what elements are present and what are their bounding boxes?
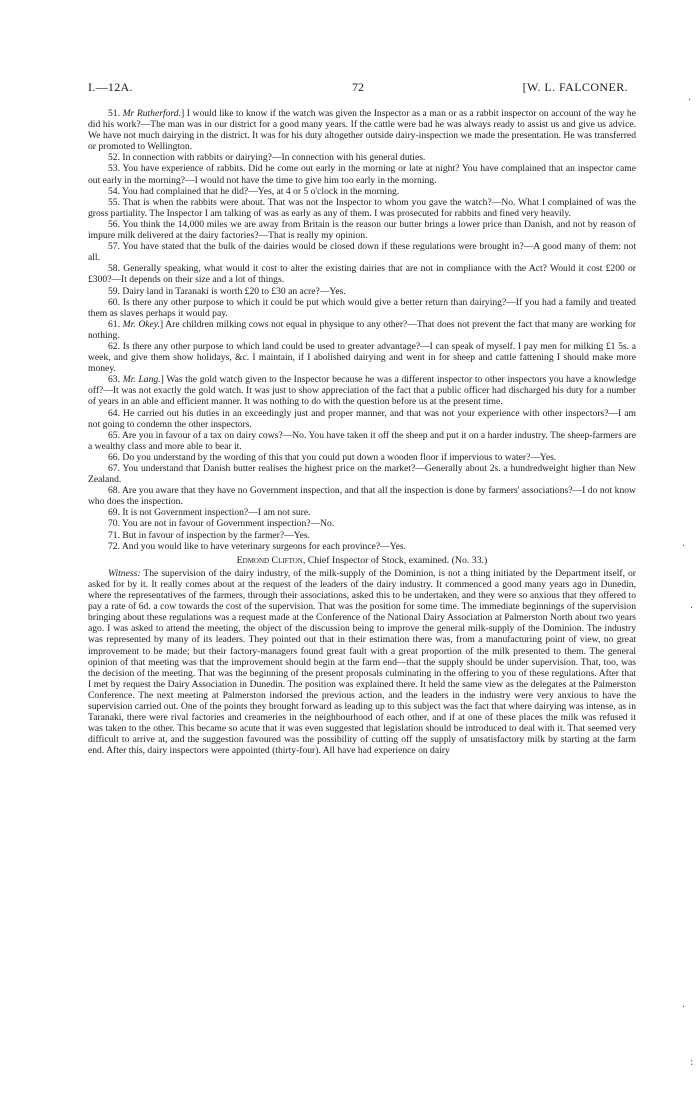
question-paragraph [88, 463, 636, 485]
witness-running-name: [W. L. FALCONER. [522, 80, 628, 94]
question-text: But in favour of inspection by the farmer?—Yes. [122, 529, 311, 541]
margin-mark: · [682, 541, 686, 552]
question-paragraph [88, 197, 636, 219]
question-text: Is there any other purpose to which land could be used to greater advantage?—I can speak of myself. I pay men for milking £1 5s. a week, and give them show holidays, &c. I maintain, if I abolished dairying and went in for sheep and cattle fattening I should make more money. [88, 340, 636, 375]
margin-mark: : [690, 1057, 694, 1068]
question-text: Dairy land in Taranaki is worth £20 to £30 an acre?—Yes. [122, 285, 346, 297]
question-number: 65. [108, 429, 120, 441]
question-number: 53. [108, 163, 120, 175]
question-number: 55. [108, 196, 120, 208]
question-text: You are not in favour of Government inspection?—No. [122, 518, 335, 530]
question-number: 59. [108, 285, 120, 297]
question-text: Do you understand by the wording of this that you could put down a wooden floor if impervious to water?—Yes. [122, 451, 557, 463]
question-number: 71. [108, 529, 120, 541]
witness-title: , Chief Inspector of Stock, examined. [302, 554, 450, 566]
question-paragraph [88, 152, 636, 163]
question-text: And you would like to have veterinary surgeons for each province?—Yes. [121, 540, 407, 552]
question-paragraph: 51. Mr Rutherford.] I would like to know if the watch was given the Inspector as a man or as a rabbit inspector on account of the way he did his work?—The man was in our district for a good many years. If the cattle were bad he was always ready to assist us and give us advice. We have not much dairying in the district. It was for his duty altogether outside dairy-inspection we made the presentation. He was transferred or promoted to Wellington. [88, 108, 636, 153]
question-text: You had complained that he did?—Yes, at 4 or 5 o'clock in the morning. [122, 185, 400, 197]
question-text: In connection with rabbits or dairying?—In connection with his general duties. [122, 152, 426, 164]
question-number: 51. [108, 108, 120, 119]
examination-number: (No. 33.) [451, 554, 488, 566]
question-paragraph [88, 219, 636, 241]
question-number: 67. [108, 463, 120, 474]
question-text: You think the 14,000 miles we are away from Britain is the reason our butter brings a lower price than Danish, and not by reason of impure milk delivered at the dairy factories?—That is really my opinion. [88, 218, 636, 242]
running-head [88, 80, 628, 96]
question-text: Is there any other purpose to which it could be put which would give a better return than dairying?—If you had a family and treated them as slaves perhaps it would pay. [88, 296, 636, 319]
questioner-name: Mr. Okey. [122, 318, 160, 330]
questioner-name: Mr. Lang. [122, 374, 161, 386]
question-number: 52. [108, 152, 120, 164]
question-paragraph [88, 452, 636, 463]
page-number: 72 [352, 80, 364, 94]
witness-label: Witness: [108, 567, 141, 579]
witness-text: The supervision of the dairy industry, of the milk-supply of the Dominion, is not a thing initiated by the Department itself, or asked for by it. It really comes about at the request of the leaders of the dairy industry. It commenced a good many years ago in Dunedin, where the representatives of the farmers, through their associations, asked this to be undertaken, and they were so anxious that they offered to pay a rate of 6d. a cow towards the cost of the supervision. That was the position for some time. The immediate beginnings of the supervision bringing about these regulations was a request made at the Conference of the National Dairy Association at Palmerston North about two years ago. I was asked to attend the meeting, the object of the discussion being to improve the general milk-supply of the Dominion. The industry was represented by many of its leaders. They pointed out that in their estimation there was, from a manufacturing point of view, no great improvement to be made; but their factory-managers found great fault with a great proportion of the milk presented to them. The general opinion of that meeting was that the improvement should begin at the farm end—that the supply should be under supervision. That, too, was the decision of the meeting. That was the beginning of the present proposals culminating in the offering to you of these regulations. After that I met by request the Dairy Association in Dunedin. The position was explained there. It held the same view as the delegates at the Palmerston Conference. The next meeting at Palmerston indorsed the previous action, and the leaders in the industry were very anxious to have the supervision carried out. One of the points they brought forward as leading up to this subject was the fact that where dairying was intense, as in Taranaki, there were rival factories and creameries in the neighbourhood of each other, and if at one of these places the milk was refused it was taken to the other. This became so acute that it was even suggested that legislation should be introduced to deal with it. That seemed very difficult to arrive at, and the suggestion favoured was the possibility of cutting off the supply of unsatisfactory milk by starting at the farm end. After this, dairy inspectors were appointed (thirty-four). All have had experience on dairy [88, 567, 636, 757]
question-text: Was the gold watch given to the Inspector because he was a different inspector to other inspectors you have a knowledge off?—It was not exactly the gold watch. It was just to show appreciation of the fact that a public officer had discharged his duty for a number of years in an able and efficient manner. It was nothing to do with the question before us at the present time. [88, 374, 636, 408]
witness-name: Edmond Clifton [236, 554, 303, 566]
question-paragraph [88, 507, 636, 518]
question-paragraph [88, 297, 636, 319]
margin-mark: · [682, 1002, 686, 1013]
margin-mark: · [688, 95, 692, 106]
question-paragraph [88, 263, 636, 285]
question-paragraph: 61. Mr. Okey.] Are children milking cows not equal in physique to any other?—That does not prevent the fact that many are working for nothing. [88, 318, 636, 341]
question-answer-list [88, 108, 636, 552]
question-paragraph [88, 518, 636, 529]
question-paragraph: 63. Mr. Lang.] Was the gold watch given to the Inspector because he was a different inspector to other inspectors you have a knowledge off?—It was not exactly the gold watch. It was just to show appreciation of the fact that a public officer had discharged his duty for a number of years in an able and efficient manner. It was nothing to do with the question before us at the present time. [88, 374, 636, 408]
question-number: 72. [108, 540, 120, 552]
question-number: 64. [108, 407, 120, 419]
question-number: 62. [108, 340, 120, 352]
question-number: 60. [108, 296, 120, 308]
question-text: Are you in favour of a tax on dairy cows?—No. You have taken it off the sheep and put it on a harder industry. The sheep-farmers are a wealthy class and more able to bear it. [88, 429, 636, 452]
question-number: 54. [108, 185, 120, 197]
question-text: It is not Government inspection?—I am not sure. [122, 507, 311, 519]
question-text: That is when the rabbits were about. That was not the Inspector to whom you gave the watch?—No. What I complained of was the gross partiality. The Inspector I am talking of was as early as any of them. I was prosecuted for rabbits and fined very heavily. [88, 196, 636, 219]
question-paragraph [88, 408, 636, 430]
question-number: 63. [108, 374, 120, 386]
question-paragraph [88, 541, 636, 552]
question-number: 68. [108, 485, 120, 497]
question-text: You have experience of rabbits. Did he come out early in the morning or late at night? You have complained that an inspector came out early in the morning?—I would not have the time to give him too early in the morning. [88, 163, 636, 186]
question-text: Generally speaking, what would it cost to alter the existing dairies that are not in compliance with the Act? Would it cost £200 or £300?—It depends on their size and a lot of things. [88, 263, 637, 286]
question-number: 70. [108, 518, 120, 530]
question-text: You understand that Danish butter realises the highest price on the market?—Generally about 2s. a hundredweight higher than New Zealand. [88, 463, 636, 486]
question-number: 61. [108, 318, 120, 330]
witness-statement [88, 568, 636, 757]
document-reference: I.—12A. [88, 80, 133, 94]
question-paragraph [88, 186, 636, 197]
question-paragraph [88, 485, 636, 507]
question-paragraph [88, 341, 636, 374]
question-text: Are you aware that they have no Government inspection, and that all the inspection is done by farmers' associations?—I do not know who does the inspection. [88, 485, 636, 508]
question-number: 56. [108, 218, 120, 230]
witness-heading [88, 555, 636, 566]
question-paragraph [88, 530, 636, 541]
question-number: 69. [108, 507, 120, 519]
document-body [88, 108, 636, 756]
question-text: You have stated that the bulk of the dairies would be closed down if these regulations were brought in?—A good many of them: not all. [88, 241, 637, 264]
question-paragraph [88, 430, 636, 452]
questioner-name: Mr Rutherford. [122, 108, 181, 119]
question-paragraph [88, 241, 636, 263]
question-number: 57. [108, 241, 120, 253]
margin-mark: · [690, 603, 694, 614]
question-text: I would like to know if the watch was given the Inspector as a man or as a rabbit inspector on account of the way he did his work?—The man was in our district for a good many years. If the cattle were bad he was always ready to assist us and give us advice. We have not much dairying in the district. It was for his duty altogether outside dairy-inspection we made the presentation. He was transferred or promoted to Wellington. [88, 108, 636, 153]
question-number: 58. [108, 263, 120, 275]
question-number: 66. [108, 451, 120, 463]
question-text: Are children milking cows not equal in physique to any other?—That does not prevent the fact that many are working for nothing. [88, 318, 636, 341]
question-paragraph [88, 163, 636, 185]
question-paragraph [88, 286, 636, 297]
question-text: He carried out his duties in an exceedingly just and proper manner, and that was not your experience with other inspectors?—I am not going to condemn the other inspectors. [88, 407, 636, 430]
